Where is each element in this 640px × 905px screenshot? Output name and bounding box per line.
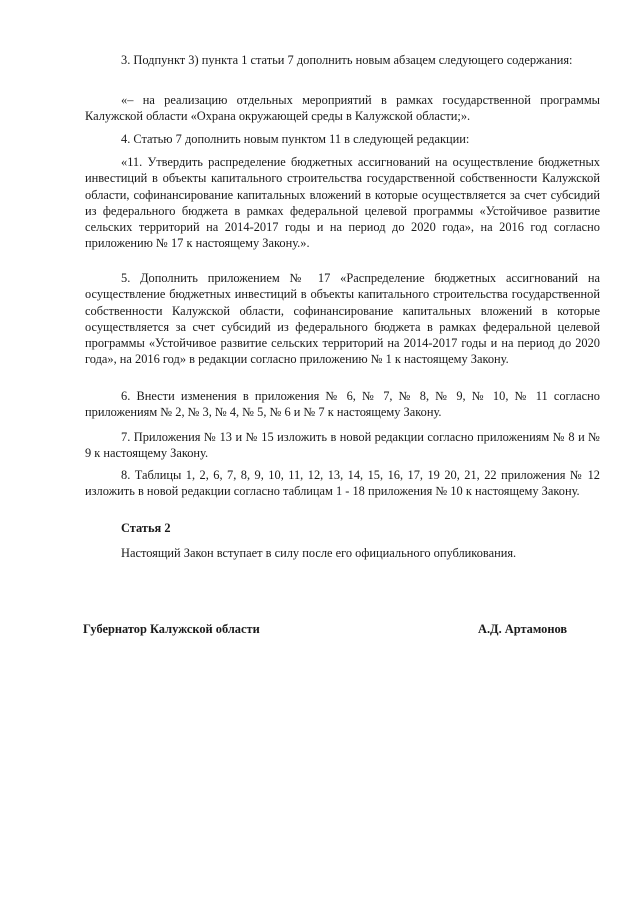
paragraph-4-quote: «11. Утвердить распределение бюджетных ассигнований на осуществление бюджетных инвестиций в объекты капитального строительства государственной собственности Калужской области, софинансирование капитальных вложений в которые осуществляется за счет субсидий из федерального бюджета в рамках федеральной целевой программы «Устойчивое развитие сельских территорий на 2014-2017 годы и на период до 2020 года», на 2016 год согласно приложению № 17 к настоящему Закону.». [85, 155, 600, 251]
signature-position: Губернатор Калужской области [83, 622, 260, 636]
paragraph-6: 6. Внести изменения в приложения № 6, № 7, № 8, № 9, № 10, № 11 согласно приложениям № 2, № 3, № 4, № 5, № 6 и № 7 к настоящему Закону. [85, 389, 600, 420]
paragraph-3: 3. Подпункт 3) пункта 1 статьи 7 дополнить новым абзацем следующего содержания: [121, 53, 573, 67]
article-2-heading: Статья 2 [121, 521, 171, 535]
article-2-text: Настоящий Закон вступает в силу после его официального опубликования. [121, 546, 517, 560]
signature-name: А.Д. Артамонов [478, 622, 568, 636]
paragraph-7: 7. Приложения № 13 и № 15 изложить в новой редакции согласно приложениям № 8 и № 9 к настоящему Закону. [85, 430, 600, 461]
paragraph-5: 5. Дополнить приложением № 17 «Распределение бюджетных ассигнований на осуществление бюджетных инвестиций в объекты капитального строительства государственной собственности Калужской области, софинансирование капитальных вложений в которые осуществляется за счет субсидий из федерального бюджета в рамках федеральной целевой программы «Устойчивое развитие сельских территорий на 2014-2017 годы и на период до 2020 года», на 2016 год» в редакции согласно приложению № 1 к настоящему Закону. [85, 271, 600, 367]
paragraph-3-quote: «– на реализацию отдельных мероприятий в рамках государственной программы Калужской области «Охрана окружающей среды в Калужской области;». [85, 93, 600, 124]
paragraph-8: 8. Таблицы 1, 2, 6, 7, 8, 9, 10, 11, 12, 13, 14, 15, 16, 17, 19 20, 21, 22 приложения № 12 изложить в новой редакции согласно таблицам 1 - 18 приложения № 10 к настоящему Закону. [85, 468, 600, 499]
paragraph-4: 4. Статью 7 дополнить новым пунктом 11 в следующей редакции: [121, 132, 470, 146]
